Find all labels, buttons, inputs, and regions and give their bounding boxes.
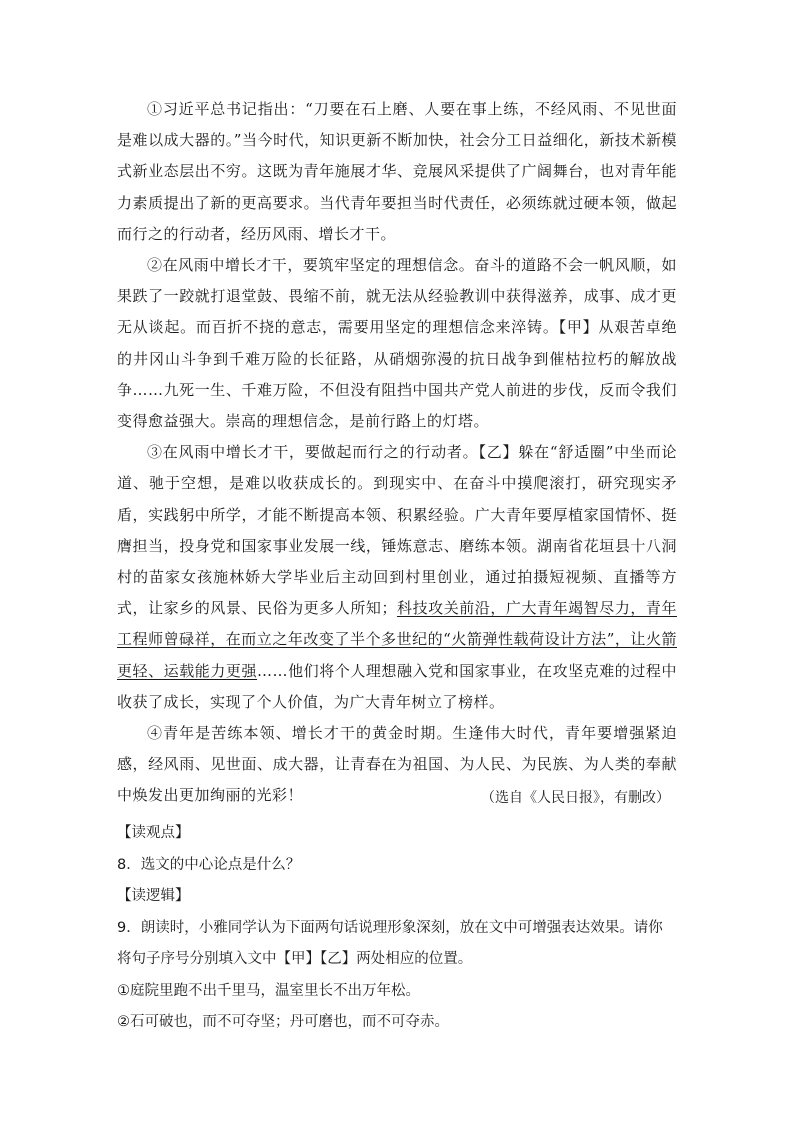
- paragraph-3: [117, 437, 677, 718]
- paragraph-2: ②在风雨中增长才干，要筑牢坚定的理想信念。奋斗的道路不会一帆风顺，如果跌了一跤就打退堂鼓、畏缩不前，就无法从经验教训中获得滋养，成事、成才更无从谈起。而百折不挠的意志，需要用坚定的理想信念来淬铸。【甲】从艰苦卓绝的井冈山斗争到千难万险的长征路，从硝烟弥漫的抗日战争到催枯拉朽的解放战争……九死一生、千难万险，不但没有阻挡中国共产党人前进的步伐，反而令我们变得愈益强大。崇高的理想信念，是前行路上的灯塔。: [117, 256, 677, 431]
- source-citation: （选自《人民日报》，有删改）: [481, 790, 670, 806]
- question-8: 8．选文的中心论点是什么？: [117, 856, 301, 873]
- question-9: 9．朗读时，小雅同学认为下面两句话说理形象深刻，放在文中可增强表达效果。请你将句子序号分别填入文中【甲】【乙】两处相应的位置。: [117, 919, 663, 967]
- section-heading-logic: 【读逻辑】: [117, 888, 190, 904]
- paragraph-4: ④青年是苦练本领、增长才干的黄金时期。生逢伟大时代，青年要增强紧迫感，经风雨、见世面、成大器，让青春在为祖国、为人民、为民族、为人类的奉献中焕发出更加绚丽的光彩！: [117, 724, 677, 805]
- paragraph-3-text-a: ③在风雨中增长才干，要做起而行之的行动者。【乙】躲在“舒适圈”中坐而论道、驰于空想，是难以收获成长的。到现实中、在奋斗中摸爬滚打，研究现实矛盾，实践躬中所学，才能不断提高本领、积累经验。广大青年要厚植家国情怀、挺膺担当，投身党和国家事业发展一线，锤炼意志、磨练本领。湖南省花垣县十八洞村的苗家女孩施林娇大学毕业后主动回到村里创业，通过拍摄短视频、直播等方式，让家乡的风景、民俗为更多人所知；: [117, 443, 677, 618]
- option-2: ②石可破也，而不可夺坚；丹可磨也，而不可夺赤。: [117, 1014, 449, 1030]
- section-heading-viewpoint: 【读观点】: [117, 825, 190, 841]
- underlined-sentence: 科技攻关前沿，广大青年竭智尽力，青年工程师曾碌祥，在而立之年改变了半个多世纪的“火箭弹性载荷设计方法”，让火箭更轻、运载能力更强: [117, 599, 677, 680]
- article-body: [117, 94, 677, 812]
- paragraph-1: ①习近平总书记指出：“刀要在石上磨、人要在事上练，不经风雨、不见世面是难以成大器的。”当今时代，知识更新不断加快，社会分工日益细化，新技术新模式新业态层出不穷。这既为青年施展才华、竞展风采提供了广阔舞台，也对青年能力素质提出了新的更高要求。当代青年要担当时代责任，必须练就过硬本领，做起而行之的行动者，经历风雨、增长才干。: [117, 100, 677, 243]
- paragraph-3-text-b: ……他们将个人理想融入党和国家事业，在攻坚克难的过程中收获了成长，实现了个人价值，为广大青年树立了榜样。: [117, 661, 677, 711]
- option-1: ①庭院里跑不出千里马，温室里长不出万年松。: [117, 982, 420, 999]
- questions-section: [117, 818, 677, 1039]
